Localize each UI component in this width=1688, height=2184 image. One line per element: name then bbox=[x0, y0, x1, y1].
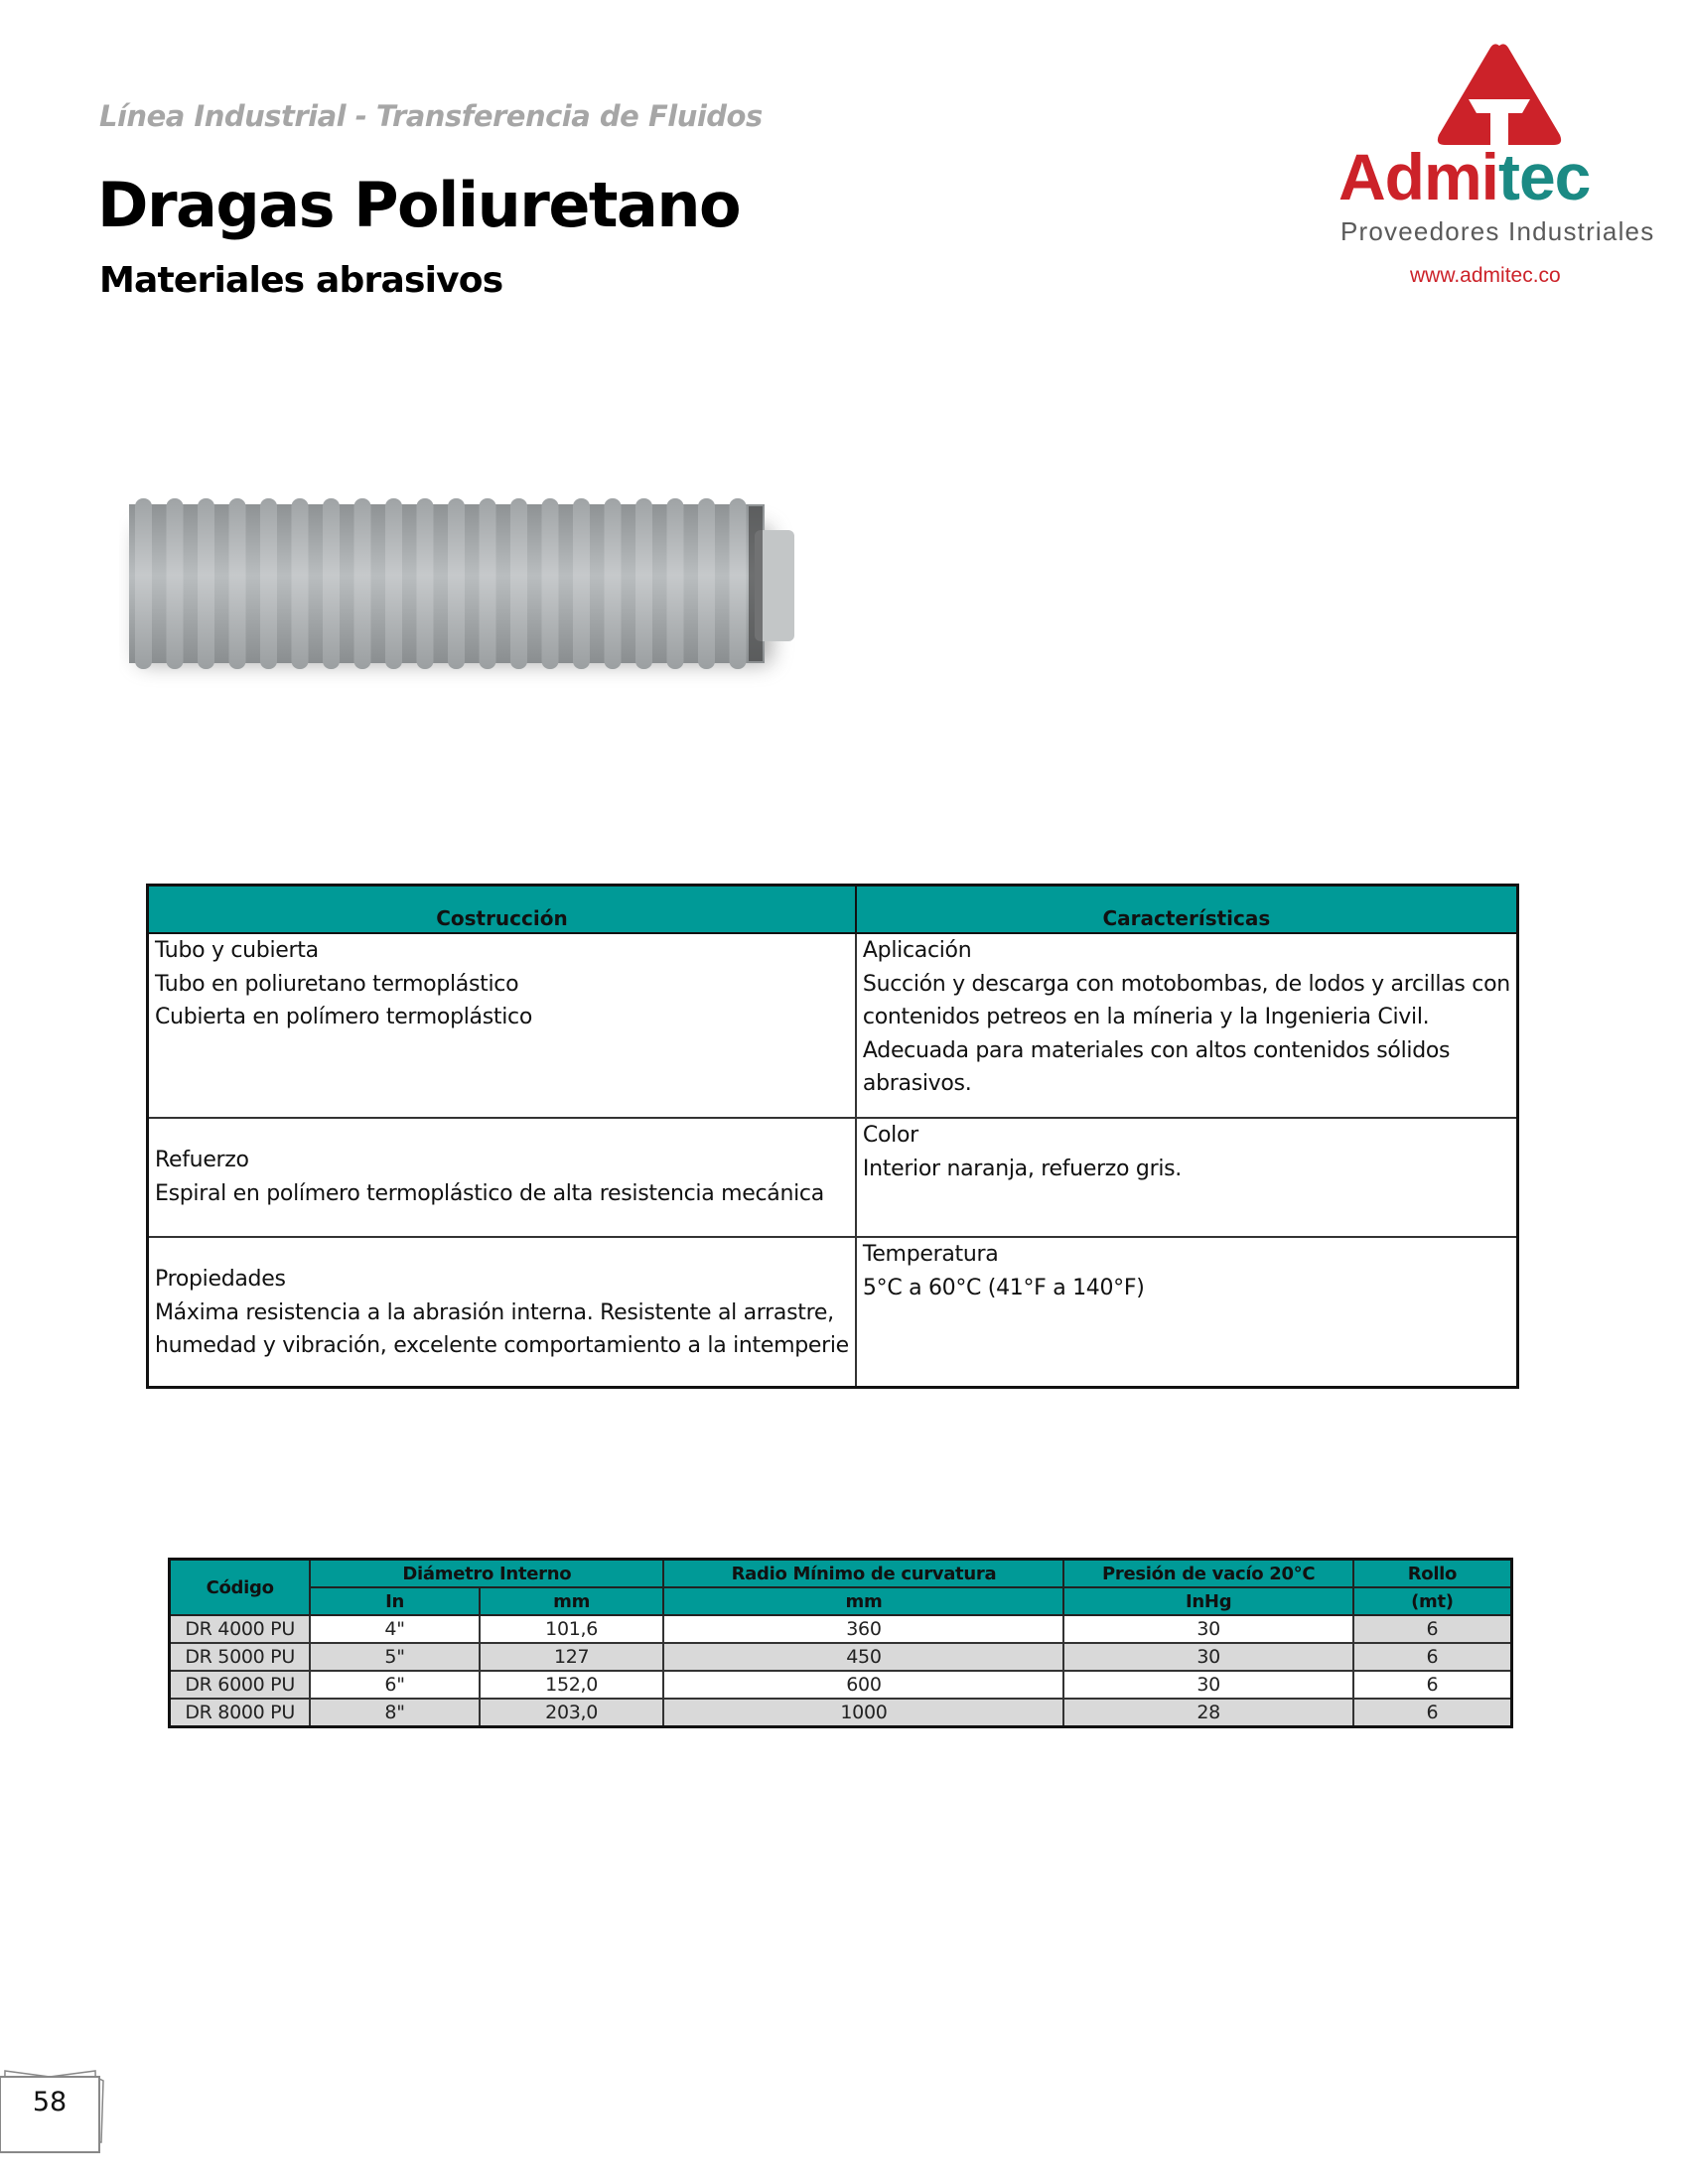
hose-rib bbox=[698, 498, 715, 669]
spec-row bbox=[148, 1237, 1518, 1388]
hose-rib bbox=[198, 498, 214, 669]
spec-row bbox=[148, 1118, 1518, 1237]
diameter-mm-cell: 152,0 bbox=[480, 1671, 664, 1699]
header-diameter-in: In bbox=[310, 1587, 480, 1615]
header-rollo: Rollo bbox=[1353, 1560, 1512, 1588]
spec-text: Cubierta en polímero termoplástico bbox=[155, 1005, 532, 1029]
vacuum-cell: 30 bbox=[1063, 1643, 1352, 1671]
column-header-caracteristicas: Características bbox=[856, 886, 1517, 934]
spec-text: Adecuada para materiales con altos contenidos sólidos bbox=[862, 1037, 1451, 1063]
page-title: Dragas Poliuretano bbox=[97, 169, 741, 241]
hose-rib bbox=[385, 498, 402, 669]
spacer bbox=[155, 1119, 849, 1144]
header-roll-unit: (mt) bbox=[1353, 1587, 1512, 1615]
spec-label: Propiedades bbox=[155, 1267, 286, 1292]
hose-rib bbox=[417, 498, 434, 669]
spec-text: Interior naranja, refuerzo gris. bbox=[862, 1156, 1182, 1181]
logo-word-teal: tec bbox=[1498, 140, 1591, 213]
header-radius-unit: mm bbox=[663, 1587, 1063, 1615]
radius-cell: 1000 bbox=[663, 1699, 1063, 1727]
specifications-table bbox=[146, 884, 1519, 1389]
hose-rib bbox=[448, 498, 465, 669]
roll-cell: 6 bbox=[1353, 1671, 1512, 1699]
product-row bbox=[170, 1615, 1512, 1643]
hose-rib bbox=[542, 498, 559, 669]
header-vacuum-unit: InHg bbox=[1063, 1587, 1352, 1615]
code-cell: DR 4000 PU bbox=[170, 1615, 311, 1643]
header-presion-vacio: Presión de vacío 20°C bbox=[1063, 1560, 1352, 1588]
code-cell: DR 6000 PU bbox=[170, 1671, 311, 1699]
admitec-logo bbox=[1331, 40, 1668, 298]
hose-rib bbox=[292, 498, 309, 669]
diameter-in-cell: 5" bbox=[310, 1643, 480, 1671]
construction-cell bbox=[148, 1237, 856, 1388]
code-cell: DR 5000 PU bbox=[170, 1643, 311, 1671]
spacer bbox=[155, 1238, 849, 1263]
diameter-in-cell: 4" bbox=[310, 1615, 480, 1643]
radius-cell: 600 bbox=[663, 1671, 1063, 1699]
roll-cell: 6 bbox=[1353, 1699, 1512, 1727]
spec-label: Aplicación bbox=[862, 938, 972, 963]
spec-label: Color bbox=[862, 1123, 918, 1148]
hose-rib bbox=[667, 498, 684, 669]
page-number: 58 bbox=[32, 2087, 68, 2117]
header-diametro-interno: Diámetro Interno bbox=[310, 1560, 663, 1588]
logo-wordmark bbox=[1338, 140, 1591, 213]
section-label: Línea Industrial - Transferencia de Fluidos bbox=[99, 99, 763, 133]
spec-label: Temperatura bbox=[862, 1242, 999, 1267]
spec-text: abrasivos. bbox=[862, 1071, 972, 1096]
diameter-in-cell: 6" bbox=[310, 1671, 480, 1699]
product-row bbox=[170, 1643, 1512, 1671]
hose-rib bbox=[260, 498, 277, 669]
spec-text: Succión y descarga con motobombas, de lodos y arcillas con bbox=[862, 971, 1510, 997]
product-row bbox=[170, 1699, 1512, 1727]
construction-cell bbox=[148, 933, 856, 1118]
page-number-badge bbox=[0, 2065, 109, 2154]
characteristics-cell bbox=[856, 933, 1517, 1118]
column-header-construccion: Costrucción bbox=[148, 886, 856, 934]
hose-product-image bbox=[119, 467, 834, 705]
hose-rib bbox=[730, 498, 747, 669]
spec-text: Tubo en poliuretano termoplástico bbox=[155, 971, 519, 997]
hose-rib bbox=[323, 498, 340, 669]
hose-rib bbox=[510, 498, 527, 669]
radius-cell: 360 bbox=[663, 1615, 1063, 1643]
spec-text: Espiral en polímero termoplástico de alta resistencia mecánica bbox=[155, 1180, 824, 1206]
spec-text: 5°C a 60°C (41°F a 140°F) bbox=[862, 1275, 1145, 1300]
radius-cell: 450 bbox=[663, 1643, 1063, 1671]
hose-rib bbox=[635, 498, 652, 669]
header-codigo: Código bbox=[170, 1560, 311, 1616]
spec-label: Tubo y cubierta bbox=[155, 938, 319, 963]
characteristics-cell bbox=[856, 1237, 1517, 1388]
diameter-in-cell: 8" bbox=[310, 1699, 480, 1727]
spec-text: contenidos petreos en la míneria y la Ingenieria Civil. bbox=[862, 1005, 1430, 1029]
spec-text: humedad y vibración, excelente comportamiento a la intemperie bbox=[155, 1333, 849, 1358]
vacuum-cell: 30 bbox=[1063, 1615, 1352, 1643]
vacuum-cell: 30 bbox=[1063, 1671, 1352, 1699]
website-link[interactable]: www.admitec.co bbox=[1410, 264, 1561, 287]
roll-cell: 6 bbox=[1353, 1615, 1512, 1643]
logo-tagline: Proveedores Industriales bbox=[1340, 216, 1655, 246]
roll-cell: 6 bbox=[1353, 1643, 1512, 1671]
header-radio-minimo: Radio Mínimo de curvatura bbox=[663, 1560, 1063, 1588]
hose-rib bbox=[229, 498, 246, 669]
logo-word-red: Admi bbox=[1338, 140, 1498, 213]
hose-rib bbox=[480, 498, 496, 669]
diameter-mm-cell: 101,6 bbox=[480, 1615, 664, 1643]
hose-rib bbox=[573, 498, 590, 669]
construction-cell bbox=[148, 1118, 856, 1237]
header-diameter-mm: mm bbox=[480, 1587, 664, 1615]
code-cell: DR 8000 PU bbox=[170, 1699, 311, 1727]
spec-text: Máxima resistencia a la abrasión interna. Resistente al arrastre, bbox=[155, 1299, 834, 1325]
triangle-t-logo-icon bbox=[1435, 42, 1564, 149]
product-dimensions-table bbox=[168, 1558, 1513, 1728]
characteristics-cell bbox=[856, 1118, 1517, 1237]
hose-rib bbox=[135, 498, 152, 669]
hose-rib bbox=[605, 498, 622, 669]
diameter-mm-cell: 127 bbox=[480, 1643, 664, 1671]
spec-label: Refuerzo bbox=[155, 1148, 249, 1172]
vacuum-cell: 28 bbox=[1063, 1699, 1352, 1727]
hose-rib bbox=[167, 498, 184, 669]
diameter-mm-cell: 203,0 bbox=[480, 1699, 664, 1727]
spec-row bbox=[148, 933, 1518, 1118]
product-row bbox=[170, 1671, 1512, 1699]
page-subtitle: Materiales abrasivos bbox=[99, 260, 503, 301]
hose-rib bbox=[354, 498, 371, 669]
